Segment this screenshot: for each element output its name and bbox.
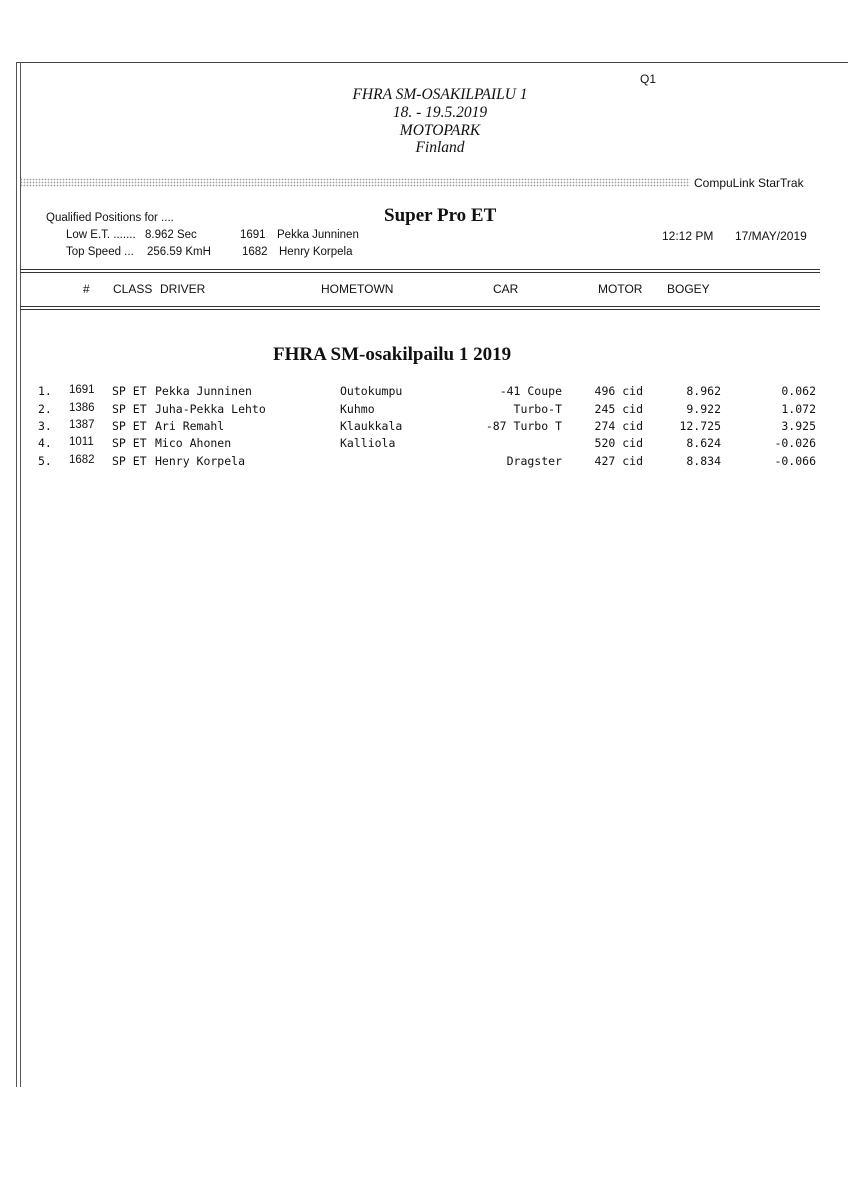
row-bogey-diff: -0.026 <box>774 436 816 450</box>
row-number: 1682 <box>69 454 95 466</box>
row-bogey-diff: 3.925 <box>781 419 816 433</box>
qualified-label: Qualified Positions for .... <box>46 212 174 224</box>
row-bogey-diff: 0.062 <box>781 384 816 398</box>
top-speed-number: 1682 <box>242 246 268 258</box>
row-bogey-diff: -0.066 <box>774 454 816 468</box>
col-driver: DRIVER <box>160 282 206 296</box>
row-motor: 520 cid <box>594 436 643 450</box>
venue: MOTOPARK <box>399 122 481 139</box>
header-rule-1 <box>20 269 820 270</box>
row-position: 1. <box>38 384 52 398</box>
row-position: 5. <box>38 454 52 468</box>
row-et: 8.624 <box>686 436 721 450</box>
top-speed-value: 256.59 KmH <box>147 246 211 258</box>
row-et: 12.725 <box>679 419 721 433</box>
row-number: 1691 <box>69 384 95 396</box>
results-title: FHRA SM-osakilpailu 1 2019 <box>273 344 512 365</box>
row-et: 9.922 <box>686 402 721 416</box>
row-driver: Ari Remahl <box>155 419 225 433</box>
low-et-number: 1691 <box>240 229 266 241</box>
low-et-label: Low E.T. ....... <box>66 229 136 241</box>
col-num: # <box>83 282 90 296</box>
header-rule-2 <box>20 272 820 273</box>
col-bogey: BOGEY <box>667 282 710 296</box>
row-driver: Henry Korpela <box>155 454 246 468</box>
col-motor: MOTOR <box>598 282 643 296</box>
row-car: -41 Coupe <box>499 384 562 398</box>
row-motor: 245 cid <box>594 402 643 416</box>
row-hometown: Kalliola <box>340 436 396 450</box>
row-car: Turbo-T <box>513 402 562 416</box>
class-title: Super Pro ET <box>384 205 497 226</box>
row-hometown: Kuhmo <box>340 402 375 416</box>
row-car: -87 Turbo T <box>485 419 562 433</box>
row-number: 1011 <box>69 436 94 448</box>
row-driver: Mico Ahonen <box>155 436 232 450</box>
row-et: 8.834 <box>686 454 721 468</box>
report-date: 17/MAY/2019 <box>735 229 807 243</box>
event-title: FHRA SM-OSAKILPAILU 1 <box>352 86 528 103</box>
left-border <box>16 62 17 1087</box>
event-dates: 18. - 19.5.2019 <box>392 104 488 121</box>
row-car: Dragster <box>506 454 562 468</box>
report-time: 12:12 PM <box>662 229 714 243</box>
row-position: 4. <box>38 436 52 450</box>
row-position: 3. <box>38 419 52 433</box>
col-class: CLASS <box>113 282 153 296</box>
col-hometown: HOMETOWN <box>321 282 394 296</box>
row-motor: 427 cid <box>594 454 643 468</box>
top-border <box>16 62 848 63</box>
dotted-separator <box>20 178 690 187</box>
row-motor: 274 cid <box>594 419 643 433</box>
timing-system: CompuLink StarTrak <box>694 176 804 190</box>
row-et: 8.962 <box>686 384 721 398</box>
row-number: 1386 <box>69 402 95 414</box>
row-bogey-diff: 1.072 <box>781 402 816 416</box>
top-speed-label: Top Speed ... <box>66 246 134 258</box>
row-hometown: Outokumpu <box>340 384 403 398</box>
row-position: 2. <box>38 402 52 416</box>
row-driver: Juha-Pekka Lehto <box>155 402 266 416</box>
low-et-driver: Pekka Junninen <box>277 229 359 241</box>
row-motor: 496 cid <box>594 384 643 398</box>
header-rule-4 <box>20 309 820 310</box>
row-class: SP ET <box>112 454 147 468</box>
low-et-value: 8.962 Sec <box>145 229 197 241</box>
qualifier-code: Q1 <box>640 72 657 86</box>
row-hometown: Klaukkala <box>340 419 403 433</box>
top-speed-driver: Henry Korpela <box>279 246 353 258</box>
col-car: CAR <box>493 282 519 296</box>
row-class: SP ET <box>112 384 147 398</box>
row-class: SP ET <box>112 419 147 433</box>
header-rule-3 <box>20 306 820 307</box>
left-border-inner <box>20 62 21 1087</box>
row-driver: Pekka Junninen <box>155 384 252 398</box>
row-class: SP ET <box>112 402 147 416</box>
country: Finland <box>415 139 465 156</box>
row-number: 1387 <box>69 419 95 431</box>
row-class: SP ET <box>112 436 147 450</box>
